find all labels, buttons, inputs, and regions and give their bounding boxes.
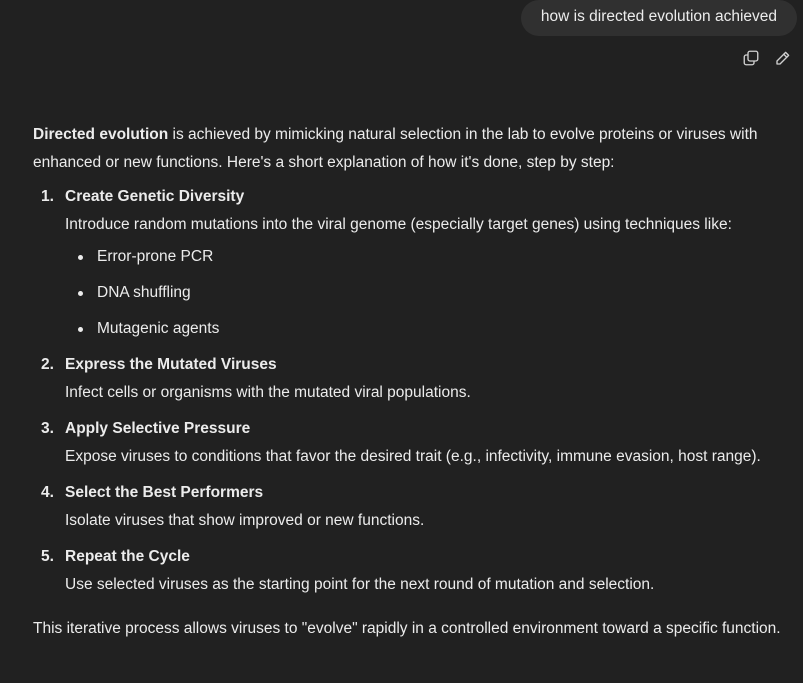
assistant-answer xyxy=(33,121,793,643)
technique-item: Error-prone PCR xyxy=(65,243,793,271)
step-title: Express the Mutated Viruses xyxy=(65,356,277,373)
step-item xyxy=(33,415,793,471)
step-item xyxy=(33,479,793,535)
step-title: Select the Best Performers xyxy=(65,484,264,501)
step-number: 5. xyxy=(41,548,54,565)
step-number: 2. xyxy=(41,356,54,373)
step-description: Infect cells or organisms with the mutated viral populations. xyxy=(65,384,471,401)
step-number: 4. xyxy=(41,484,54,501)
step-item xyxy=(33,543,793,599)
user-message-text: how is directed evolution achieved xyxy=(540,8,777,25)
user-message-bubble xyxy=(521,0,797,36)
step-description: Isolate viruses that show improved or new functions. xyxy=(65,512,425,529)
intro-paragraph xyxy=(33,121,793,177)
intro-bold: Directed evolution xyxy=(33,126,169,143)
step-description: Use selected viruses as the starting point for the next round of mutation and selection. xyxy=(65,576,655,593)
step-item xyxy=(33,351,793,407)
technique-item: Mutagenic agents xyxy=(65,315,793,343)
step-number: 3. xyxy=(41,420,54,437)
step-number: 1. xyxy=(41,188,54,205)
step-title: Apply Selective Pressure xyxy=(65,420,251,437)
copy-button[interactable] xyxy=(739,46,763,70)
step-title: Create Genetic Diversity xyxy=(65,188,245,205)
step-title: Repeat the Cycle xyxy=(65,548,190,565)
steps-list xyxy=(33,183,793,599)
technique-item: DNA shuffling xyxy=(65,279,793,307)
outro-paragraph: This iterative process allows viruses to "evolve" rapidly in a controlled environment toward a specific function. xyxy=(33,620,781,637)
pencil-icon xyxy=(774,49,792,67)
intro-text: is achieved by mimicking natural selection in the lab to evolve proteins or viruses with enhanced or new functions. Here's a short explanation of how it's done, step by step: xyxy=(33,126,758,171)
edit-button[interactable] xyxy=(771,46,795,70)
step-description: Introduce random mutations into the viral genome (especially target genes) using techniques like: xyxy=(65,216,732,233)
step-item xyxy=(33,183,793,343)
step-description: Expose viruses to conditions that favor the desired trait (e.g., infectivity, immune evasion, host range). xyxy=(65,448,761,465)
technique-list xyxy=(65,243,793,343)
copy-icon xyxy=(742,49,760,67)
message-actions xyxy=(739,46,795,70)
